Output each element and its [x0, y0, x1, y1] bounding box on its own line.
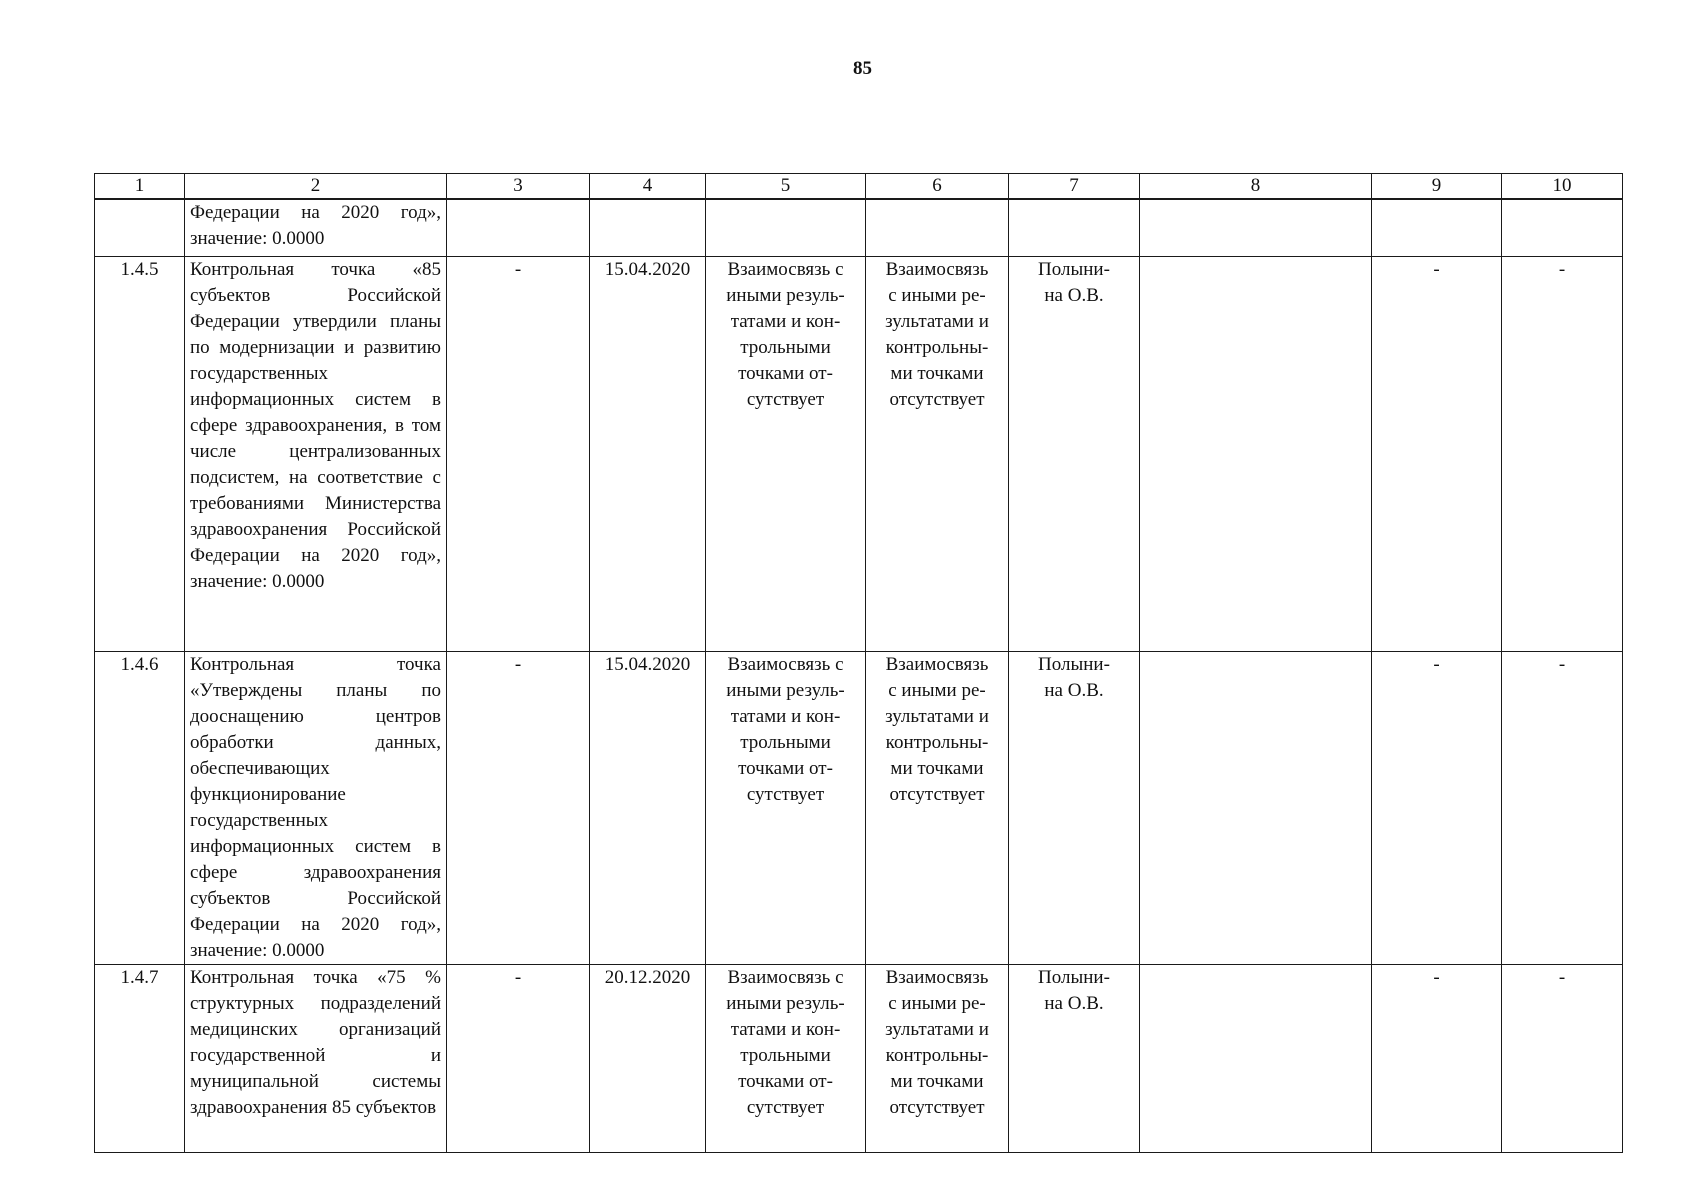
row-relation-results — [706, 257, 866, 652]
relation-checkpoints-line: с иными ре- — [888, 285, 986, 306]
row-col10-value: - — [1502, 652, 1623, 965]
responsible-line: Полыни- — [1038, 967, 1110, 988]
relation-results-line: татами и кон- — [730, 1019, 841, 1040]
row-relation-checkpoints — [866, 257, 1009, 652]
row-col10-value: - — [1502, 257, 1623, 652]
relation-results-line: иными резуль- — [726, 285, 845, 306]
relation-checkpoints-line: отсутствует — [889, 389, 985, 410]
row-responsible — [1009, 652, 1140, 965]
row-col10-value: - — [1502, 965, 1623, 1153]
row-date: 15.04.2020 — [590, 257, 706, 652]
relation-results-line: трольными — [740, 732, 831, 753]
column-header-3: 3 — [447, 174, 590, 200]
relation-results-line: точками от- — [738, 363, 833, 384]
column-header-8: 8 — [1140, 174, 1372, 200]
row-col8-value — [1140, 652, 1372, 965]
table-row — [95, 652, 1623, 965]
column-header-9: 9 — [1372, 174, 1502, 200]
relation-checkpoints-line: с иными ре- — [888, 680, 986, 701]
continuation-cell-5 — [706, 199, 866, 257]
row-col3-value: - — [447, 652, 590, 965]
row-col3-value: - — [447, 965, 590, 1153]
row-col9-value: - — [1372, 652, 1502, 965]
relation-results-line: Взаимосвязь с — [727, 654, 844, 675]
relation-checkpoints-line: ми точками — [890, 363, 984, 384]
column-header-7: 7 — [1009, 174, 1140, 200]
column-header-2: 2 — [185, 174, 447, 200]
row-relation-results — [706, 965, 866, 1153]
relation-results-line: сутствует — [746, 389, 825, 410]
relation-results-line: иными резуль- — [726, 680, 845, 701]
row-col8-value — [1140, 965, 1372, 1153]
responsible-line: Полыни- — [1038, 654, 1110, 675]
relation-checkpoints-line: зультатами и — [885, 311, 989, 332]
row-description: Контрольная точка «Утверждены планы по дооснащению центров обработки данных, обеспечивающих функционирование государственных информационных систем в сфере здравоохранения субъектов Российской Федерации на 2020 год», значение: 0.0000 — [185, 652, 447, 965]
continuation-cell-8 — [1140, 199, 1372, 257]
continuation-row — [95, 199, 1623, 257]
continuation-cell-3 — [447, 199, 590, 257]
relation-results-line: иными резуль- — [726, 993, 845, 1014]
plan-table — [94, 173, 1623, 1153]
relation-checkpoints-line: Взаимосвязь — [885, 654, 989, 675]
relation-results-line: трольными — [740, 1045, 831, 1066]
continuation-cell-10 — [1502, 199, 1623, 257]
row-number: 1.4.6 — [95, 652, 185, 965]
table-row — [95, 257, 1623, 652]
relation-checkpoints-line: отсутствует — [889, 1097, 985, 1118]
row-relation-results — [706, 652, 866, 965]
relation-results-line: трольными — [740, 337, 831, 358]
column-number-header-row — [95, 174, 1623, 200]
row-relation-checkpoints — [866, 965, 1009, 1153]
continuation-cell-7 — [1009, 199, 1140, 257]
relation-results-line: Взаимосвязь с — [727, 967, 844, 988]
column-header-5: 5 — [706, 174, 866, 200]
relation-results-line: Взаимосвязь с — [727, 259, 844, 280]
page-number: 85 — [853, 58, 872, 79]
responsible-line: на О.В. — [1044, 993, 1104, 1014]
row-relation-checkpoints — [866, 652, 1009, 965]
continuation-cell-4 — [590, 199, 706, 257]
relation-results-line: татами и кон- — [730, 706, 841, 727]
relation-results-line: точками от- — [738, 758, 833, 779]
column-header-4: 4 — [590, 174, 706, 200]
relation-checkpoints-line: контрольны- — [885, 337, 989, 358]
table-row — [95, 965, 1623, 1153]
row-number: 1.4.5 — [95, 257, 185, 652]
responsible-line: на О.В. — [1044, 680, 1104, 701]
column-header-1: 1 — [95, 174, 185, 200]
relation-checkpoints-line: контрольны- — [885, 1045, 989, 1066]
relation-checkpoints-line: контрольны- — [885, 732, 989, 753]
continuation-description: Федерации на 2020 год», значение: 0.0000 — [185, 199, 447, 257]
row-description: Контрольная точка «85 субъектов Российской Федерации утвердили планы по модернизации и развитию государственных информационных систем в сфере здравоохранения, в том числе централизованных подсистем, на соответствие с требованиями Министерства здравоохранения Российской Федерации на 2020 год», значение: 0.0000 — [185, 257, 447, 652]
row-col9-value: - — [1372, 257, 1502, 652]
relation-checkpoints-line: с иными ре- — [888, 993, 986, 1014]
row-col3-value: - — [447, 257, 590, 652]
relation-results-line: татами и кон- — [730, 311, 841, 332]
relation-results-line: сутствует — [746, 1097, 825, 1118]
relation-checkpoints-line: зультатами и — [885, 1019, 989, 1040]
row-responsible — [1009, 965, 1140, 1153]
relation-checkpoints-line: зультатами и — [885, 706, 989, 727]
relation-checkpoints-line: Взаимосвязь — [885, 259, 989, 280]
relation-results-line: точками от- — [738, 1071, 833, 1092]
row-col9-value: - — [1372, 965, 1502, 1153]
relation-checkpoints-line: ми точками — [890, 758, 984, 779]
responsible-line: на О.В. — [1044, 285, 1104, 306]
continuation-cell-9 — [1372, 199, 1502, 257]
relation-checkpoints-line: ми точками — [890, 1071, 984, 1092]
relation-results-line: сутствует — [746, 784, 825, 805]
row-date: 20.12.2020 — [590, 965, 706, 1153]
continuation-cell-6 — [866, 199, 1009, 257]
relation-checkpoints-line: отсутствует — [889, 784, 985, 805]
row-description: Контрольная точка «75 % структурных подразделений медицинских организаций государственной и муниципальной системы здравоохранения 85 субъектов — [185, 965, 447, 1153]
row-number: 1.4.7 — [95, 965, 185, 1153]
continuation-num-cell — [95, 199, 185, 257]
column-header-6: 6 — [866, 174, 1009, 200]
relation-checkpoints-line: Взаимосвязь — [885, 967, 989, 988]
row-col8-value — [1140, 257, 1372, 652]
column-header-10: 10 — [1502, 174, 1623, 200]
responsible-line: Полыни- — [1038, 259, 1110, 280]
row-date: 15.04.2020 — [590, 652, 706, 965]
row-responsible — [1009, 257, 1140, 652]
